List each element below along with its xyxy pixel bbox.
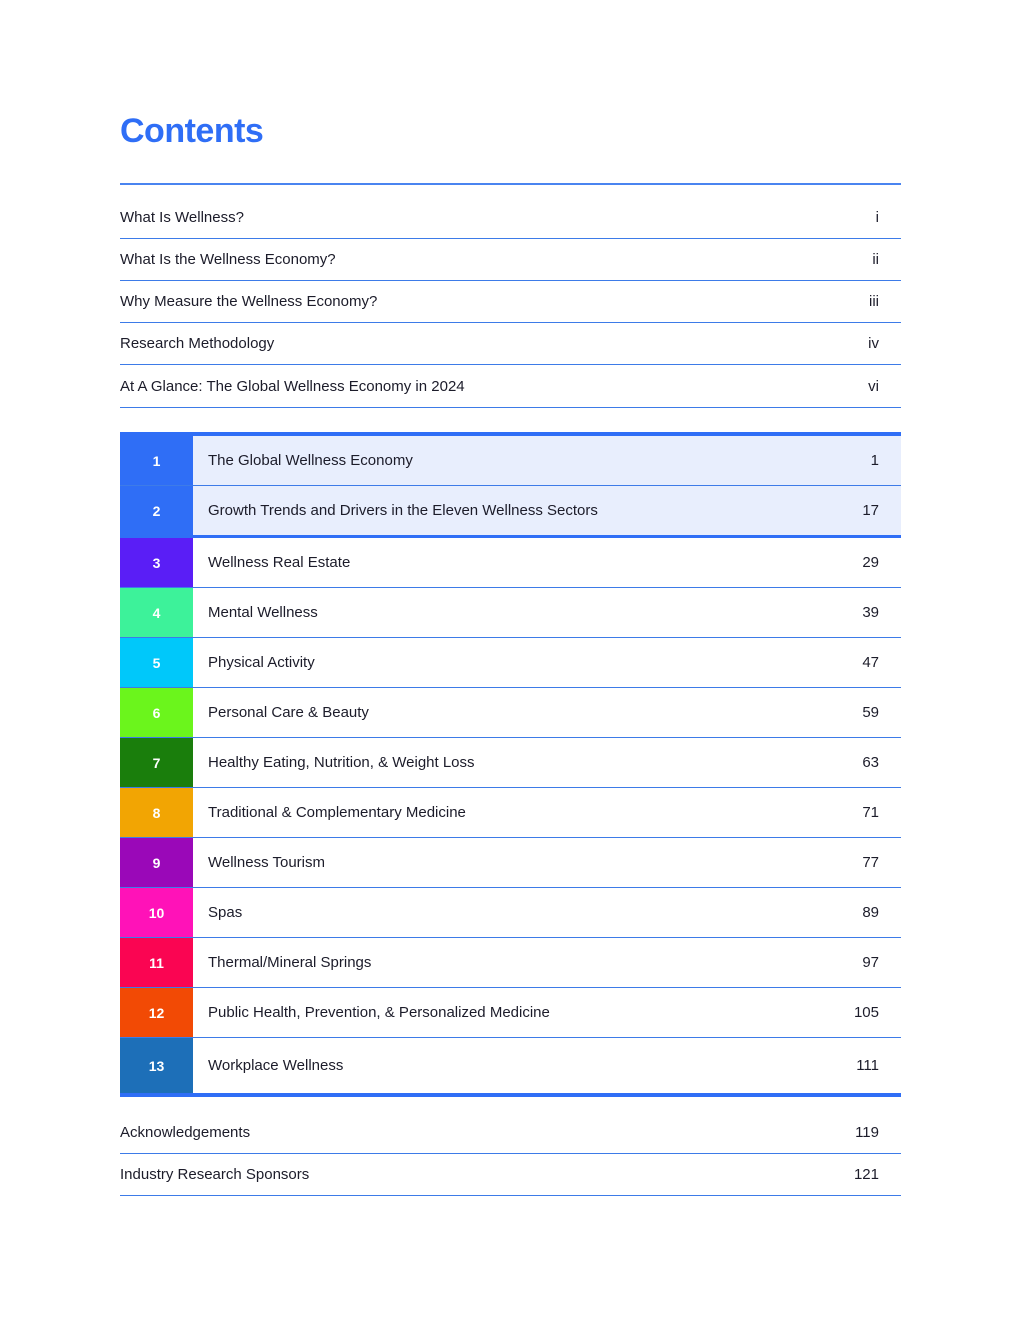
chapter-row[interactable] <box>120 888 901 938</box>
chapter-page: 111 <box>856 1057 879 1074</box>
chapter-row[interactable] <box>120 588 901 638</box>
chapter-title: Public Health, Prevention, & Personalized Medicine <box>208 1004 550 1021</box>
chapter-row[interactable] <box>120 938 901 988</box>
chapter-row[interactable] <box>120 688 901 738</box>
chapter-number: 9 <box>120 838 193 887</box>
chapter-number: 5 <box>120 638 193 687</box>
chapter-page: 1 <box>870 452 879 469</box>
chapter-title: Spas <box>208 904 243 921</box>
chapter-row[interactable] <box>120 988 901 1038</box>
toc-entry-page: iii <box>869 293 879 310</box>
chapter-page: 105 <box>853 1004 879 1021</box>
chapter-page: 47 <box>862 654 879 671</box>
chapter-title: Physical Activity <box>208 654 315 671</box>
chapter-row[interactable] <box>120 1038 901 1093</box>
chapter-row[interactable] <box>120 436 901 486</box>
chapter-page: 77 <box>862 854 879 871</box>
toc-entry-label: What Is the Wellness Economy? <box>120 251 336 268</box>
chapter-number: 12 <box>120 988 193 1037</box>
chapter-number: 1 <box>120 436 193 485</box>
toc-entry[interactable] <box>120 281 901 323</box>
toc-entry-label: Industry Research Sponsors <box>120 1166 310 1183</box>
toc-entry-page: iv <box>868 335 879 352</box>
front-matter-list <box>120 197 901 408</box>
title-divider <box>120 183 901 185</box>
chapter-row[interactable] <box>120 538 901 588</box>
toc-entry-page: 119 <box>855 1124 879 1141</box>
chapter-number: 6 <box>120 688 193 737</box>
chapter-title: Traditional & Complementary Medicine <box>208 804 466 821</box>
chapter-number: 11 <box>120 938 193 987</box>
toc-entry-label: What Is Wellness? <box>120 209 244 226</box>
chapter-page: 59 <box>862 704 879 721</box>
chapter-page: 89 <box>862 904 879 921</box>
chapter-number: 4 <box>120 588 193 637</box>
chapter-row[interactable] <box>120 638 901 688</box>
toc-entry[interactable] <box>120 365 901 408</box>
chapter-title: Wellness Real Estate <box>208 554 351 571</box>
chapter-row[interactable] <box>120 838 901 888</box>
chapter-title: Wellness Tourism <box>208 854 325 871</box>
chapter-number: 3 <box>120 538 193 587</box>
back-matter-list <box>120 1112 901 1196</box>
chapter-title: Thermal/Mineral Springs <box>208 954 372 971</box>
chapter-number: 8 <box>120 788 193 837</box>
toc-entry-label: At A Glance: The Global Wellness Economy in 2024 <box>120 377 465 395</box>
chapter-number: 7 <box>120 738 193 787</box>
toc-entry[interactable] <box>120 323 901 365</box>
chapter-number: 13 <box>120 1038 193 1093</box>
chapter-list <box>120 432 901 1097</box>
chapter-number: 10 <box>120 888 193 937</box>
toc-entry[interactable] <box>120 1112 901 1154</box>
chapter-number: 2 <box>120 486 193 535</box>
chapter-title: The Global Wellness Economy <box>208 452 413 469</box>
toc-entry-page: ii <box>872 251 879 268</box>
toc-entry-page: 121 <box>853 1166 879 1183</box>
chapter-row[interactable] <box>120 738 901 788</box>
chapter-page: 71 <box>862 804 879 821</box>
chapter-page: 63 <box>862 754 879 771</box>
chapter-page: 39 <box>862 604 879 621</box>
chapter-page: 97 <box>862 954 879 971</box>
chapter-title: Mental Wellness <box>208 604 318 621</box>
toc-entry-page: vi <box>868 377 879 395</box>
toc-entry-label: Why Measure the Wellness Economy? <box>120 293 378 310</box>
chapter-page: 29 <box>862 554 879 571</box>
chapter-title: Healthy Eating, Nutrition, & Weight Loss <box>208 754 475 771</box>
toc-entry[interactable] <box>120 239 901 281</box>
toc-entry-label: Acknowledgements <box>120 1124 251 1141</box>
page-title: Contents <box>120 112 264 150</box>
chapter-row[interactable] <box>120 788 901 838</box>
chapter-title: Workplace Wellness <box>208 1057 344 1074</box>
chapter-title: Growth Trends and Drivers in the Eleven Wellness Sectors <box>208 502 598 519</box>
chapter-page: 17 <box>862 502 879 519</box>
chapter-row[interactable] <box>120 486 901 538</box>
toc-entry[interactable] <box>120 1154 901 1196</box>
toc-entry-label: Research Methodology <box>120 335 275 352</box>
toc-entry-page: i <box>875 209 879 226</box>
toc-entry[interactable] <box>120 197 901 239</box>
chapter-title: Personal Care & Beauty <box>208 704 369 721</box>
